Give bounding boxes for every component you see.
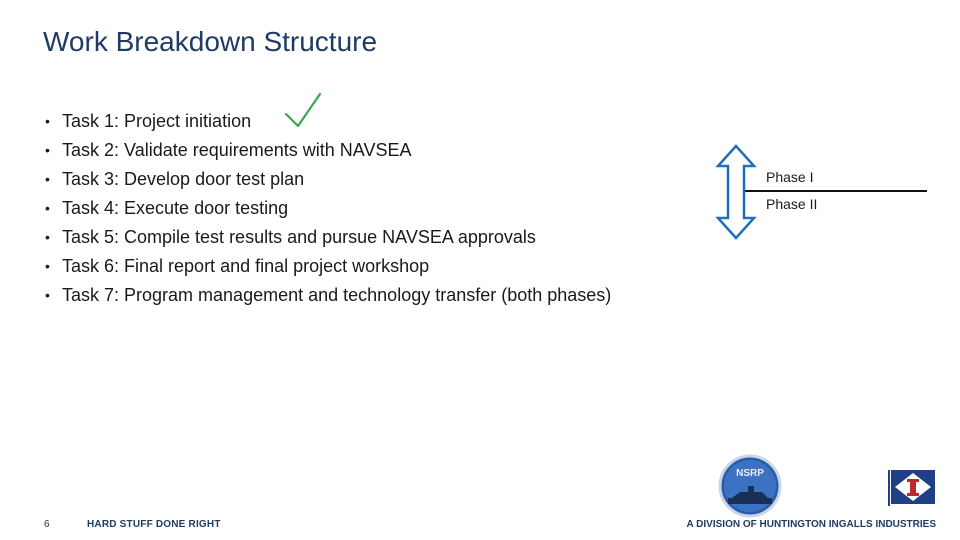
nsrp-logo	[718, 454, 782, 518]
phase-1-label: Phase I	[766, 169, 814, 185]
task-item-4	[45, 194, 611, 223]
bullet-icon: •	[45, 287, 50, 303]
task-label: Task 5: Compile test results and pursue NAVSEA approvals	[62, 227, 536, 247]
bullet-icon: •	[45, 113, 50, 129]
tagline: HARD STUFF DONE RIGHT	[87, 519, 221, 530]
task-label: Task 6: Final report and final project workshop	[62, 256, 430, 276]
division-text: A DIVISION OF HUNTINGTON INGALLS INDUSTRIES	[686, 519, 936, 530]
page-number: 6	[44, 519, 50, 530]
bullet-icon: •	[45, 200, 50, 216]
task-label: Task 4: Execute door testing	[62, 198, 289, 218]
phase-2-label: Phase II	[766, 196, 818, 212]
slide-title: Work Breakdown Structure	[43, 26, 378, 57]
phase-divider-line	[739, 190, 927, 192]
svg-text:NSRP: NSRP	[736, 468, 764, 479]
bullet-icon: •	[45, 229, 50, 245]
task-item-7	[45, 281, 611, 310]
task-item-1	[45, 107, 611, 136]
task-item-5	[45, 223, 611, 252]
task-item-2	[45, 136, 611, 165]
double-arrow-icon	[714, 144, 758, 240]
task-item-3	[45, 165, 611, 194]
task-item-6	[45, 252, 611, 281]
task-label: Task 2: Validate requirements with NAVSEA	[62, 140, 412, 160]
bullet-icon: •	[45, 258, 50, 274]
task-label: Task 7: Program management and technology transfer (both phases)	[62, 285, 612, 305]
bullet-icon: •	[45, 142, 50, 158]
task-label: Task 3: Develop door test plan	[62, 169, 305, 189]
bullet-icon: •	[45, 171, 50, 187]
task-list	[45, 107, 611, 310]
checkmark-icon	[284, 92, 322, 130]
hii-flag-logo	[886, 468, 938, 508]
task-label: Task 1: Project initiation	[62, 111, 252, 131]
